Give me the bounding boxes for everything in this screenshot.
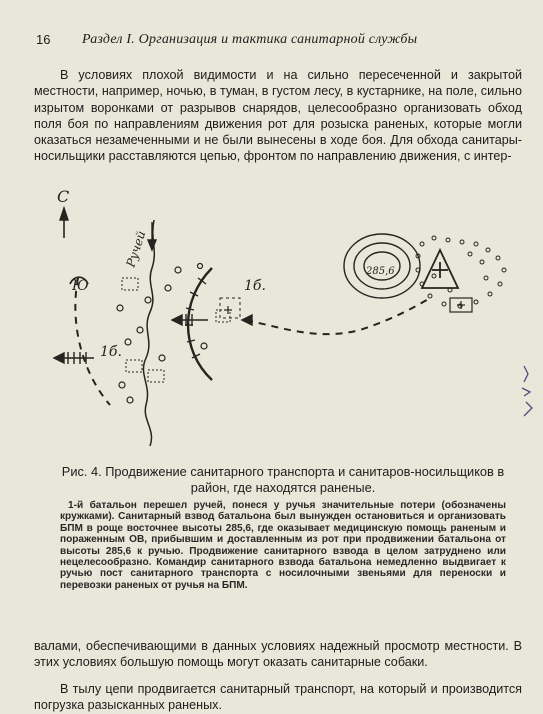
left-dashed-route — [75, 278, 110, 405]
page-number: 16 — [36, 32, 51, 47]
paragraph-intro — [34, 67, 522, 165]
transport-dashed-route — [246, 298, 430, 334]
battalion-right-label: 1б. — [244, 278, 266, 294]
figure-caption-title: Рис. 4. Продвижение санитарного транспорта и санитаров-носильщиков в район, где находятся раненые. — [61, 464, 505, 495]
paragraph-transport-text: В тылу цепи продвигается санитарный транспорт, на который и производится погрузка разысканных раненых. — [34, 682, 522, 713]
stream-label: Ручей — [123, 229, 149, 269]
battalion-left-label: 1б. — [100, 344, 122, 360]
medical-post-icon — [450, 298, 472, 312]
stream-line — [143, 220, 154, 446]
page-header — [36, 32, 523, 50]
paragraph-intro-text: В условиях плохой видимости и на сильно пересеченной и закрытой местности, например, ночью, в туман, в густом лесу, в кустарнике, на поле, сильно изрытом воронками от разрывов снарядов, целесообразно организовать обход поля боя по направлениям движения рот для розыска раненых, которые могли оказаться незамеченными и не были вынесены в ходе боя. Для обхода санитары-носильщики расставляются цепью, фронтом по направлению движения, с интер- — [34, 68, 522, 164]
height-label: 285,6 — [366, 266, 395, 277]
north-label: С — [57, 187, 70, 206]
bpm-triangle-icon — [422, 250, 458, 288]
south-label: Ю — [72, 278, 89, 294]
figure-caption-body — [60, 500, 506, 591]
stream-flow-arrow-icon — [148, 222, 156, 250]
margin-pencil-mark — [518, 362, 540, 422]
figure-caption-body-text: 1-й батальон перешел ручей, понеся у ручья значительные потери (обозначены кружками). Санитарный взвод батальона был вынужден остановиться и организовать БПМ в роще восточнее высоты 285,6, где оказывает медицинскую помощь раненым и пораженным ОВ, прибывшим и доставленным из рот при продвижении батальона от высоты 285,6 к ручью. Продвижение санитарного взвода в целом затруднено или нецелесообразно. Командир санитарного взвода батальона немедленно выдвигает к ручью пост санитарного транспорта с носилочными звеньями для переноски и перевозки раненых от ручья на БПМ. — [60, 500, 506, 591]
paragraph-transport — [34, 681, 522, 714]
figure-4-map — [30, 180, 530, 460]
running-title: Раздел I. Организация и тактика санитарной службы — [82, 32, 418, 47]
transport-arrow-icon — [242, 315, 252, 325]
north-arrow-icon — [60, 208, 68, 238]
left-arrow-icon — [54, 352, 94, 364]
battalion-arrow-icon — [172, 314, 208, 326]
paragraph-continuation: валами, обеспечивающими в данных условиях надежный просмотр местности. В этих условиях большую помощь могут оказать санитарные собаки. — [34, 639, 522, 670]
forward-post-icon — [224, 306, 232, 314]
